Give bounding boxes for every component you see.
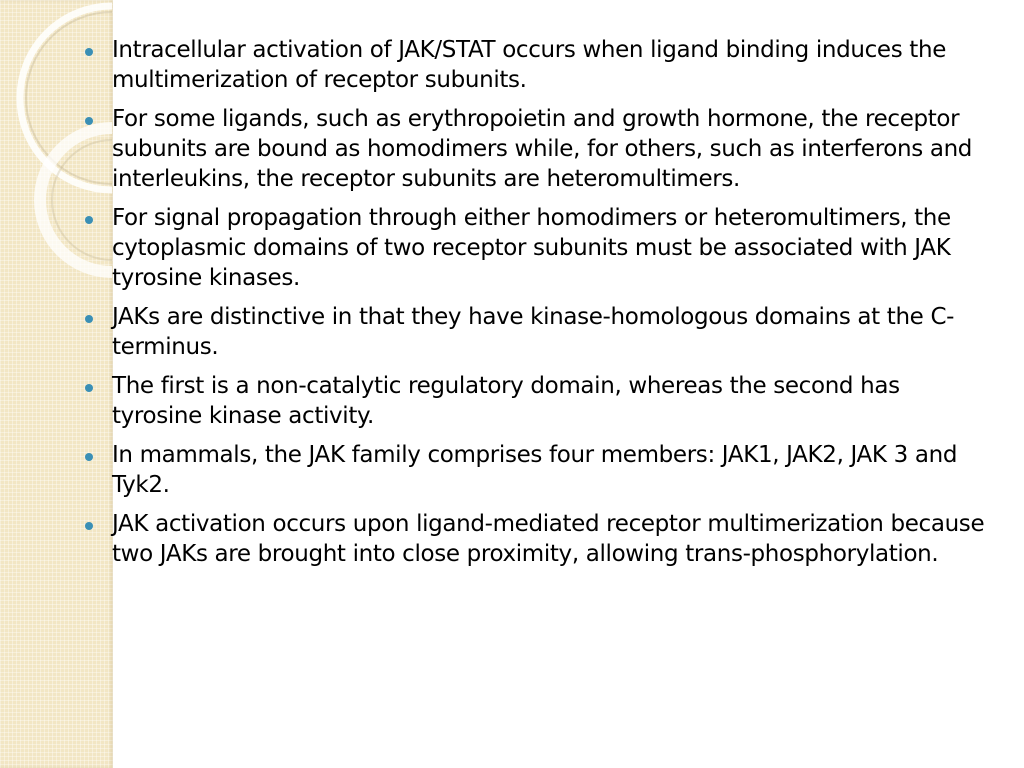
bullet-dot-icon [85,384,93,392]
bullet-item [112,203,992,293]
bullet-dot-icon [85,453,93,461]
bullet-text: For signal propagation through either homodimers or heteromultimers, the cytoplasmic domains of two receptor subunits must be associated with JAK tyrosine kinases. [112,205,951,291]
bullet-text: The first is a non-catalytic regulatory domain, whereas the second has tyrosine kinase activity. [112,373,900,429]
bullet-list [112,35,992,578]
bullet-text: Intracellular activation of JAK/STAT occurs when ligand binding induces the multimerization of receptor subunits. [112,37,947,93]
bullet-dot-icon [85,117,93,125]
bullet-text: JAK activation occurs upon ligand-mediated receptor multimerization because two JAKs are brought into close proximity, allowing trans-phosphorylation. [112,511,985,567]
bullet-dot-icon [85,522,93,530]
bullet-dot-icon [85,48,93,56]
bullet-text: JAKs are distinctive in that they have kinase-homologous domains at the C-terminus. [112,304,955,360]
bullet-text: In mammals, the JAK family comprises four members: JAK1, JAK2, JAK 3 and Tyk2. [112,442,958,498]
bullet-item [112,104,992,194]
bullet-item [112,509,992,569]
bullet-dot-icon [85,315,93,323]
bullet-text: For some ligands, such as erythropoietin and growth hormone, the receptor subunits are bound as homodimers while, for others, such as interferons and interleukins, the receptor subunits are heteromultimers. [112,106,973,192]
bullet-item [112,440,992,500]
bullet-item [112,302,992,362]
bullet-item [112,35,992,95]
bullet-dot-icon [85,216,93,224]
bullet-item [112,371,992,431]
decorative-side-strip [0,0,113,768]
